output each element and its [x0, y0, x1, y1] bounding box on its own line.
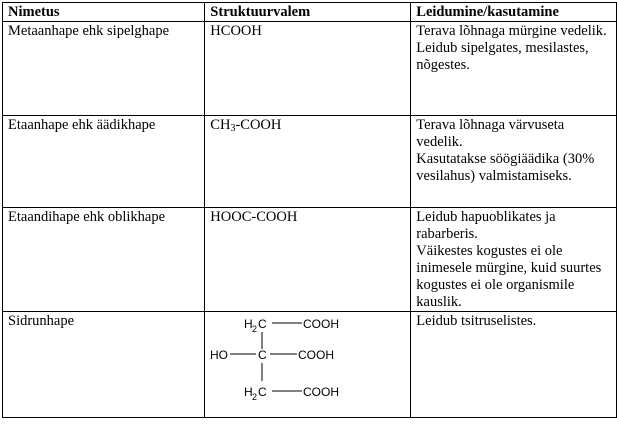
header-use: Leidumine/kasutamine [411, 3, 617, 22]
use-text: Kasutatakse söögiäädika (30% vesilahus) valmistamiseks. [416, 151, 595, 184]
formula-main: CH [210, 117, 231, 133]
acids-table [2, 2, 617, 418]
acid-use [411, 312, 617, 418]
struct-cooh-mid: COOH [298, 348, 335, 362]
use-text: Terava lõhnaga värvuseta vedelik. [416, 117, 565, 150]
struct-cooh-top: COOH [303, 317, 340, 331]
header-name: Nimetus [3, 3, 205, 22]
struct-c-top: C [258, 317, 267, 331]
struct-c-mid: C [258, 348, 267, 362]
acid-use [411, 208, 617, 312]
struct-h-bot: H [244, 385, 253, 399]
acid-formula [205, 116, 411, 208]
use-text: Terava lõhnaga mürgine vedelik. [416, 23, 607, 39]
table-row [3, 208, 617, 312]
use-text: Leidub hapuoblikates ja rabarberis. [416, 209, 556, 242]
table-row [3, 312, 617, 418]
struct-h-top: H [244, 317, 253, 331]
citric-acid-structure [210, 313, 405, 413]
acid-name: Etaandihape ehk oblikhape [3, 208, 205, 312]
formula-rest: -COOH [235, 117, 282, 133]
struct-c-bot: C [258, 385, 267, 399]
table-row [3, 116, 617, 208]
acid-formula: HCOOH [205, 22, 411, 116]
struct-ho: HO [210, 348, 229, 362]
struct-cooh-bot: COOH [303, 385, 340, 399]
formula-subscript: 3 [230, 123, 236, 134]
use-text: Leidub sipelgates, mesilastes, nõgestes. [416, 40, 589, 73]
acid-name: Metaanhape ehk sipelghape [3, 22, 205, 116]
use-text: Väikestes kogustes ei ole inimesele mürgine, kuid suurtes kogustes ei ole organismile kauslik. [416, 243, 602, 310]
header-formula: Struktuurvalem [205, 3, 411, 22]
acid-formula: HOOC-COOH [205, 208, 411, 312]
acid-use [411, 22, 617, 116]
acid-name: Sidrunhape [3, 312, 205, 418]
acid-name: Etaanhape ehk äädikhape [3, 116, 205, 208]
use-text: Leidub tsitruselistes. [416, 313, 537, 329]
struct-sub-top: 2 [252, 324, 258, 334]
acid-structure [205, 312, 411, 418]
acid-use [411, 116, 617, 208]
header-row [3, 3, 617, 22]
struct-sub-bot: 2 [252, 392, 258, 402]
table-row [3, 22, 617, 116]
